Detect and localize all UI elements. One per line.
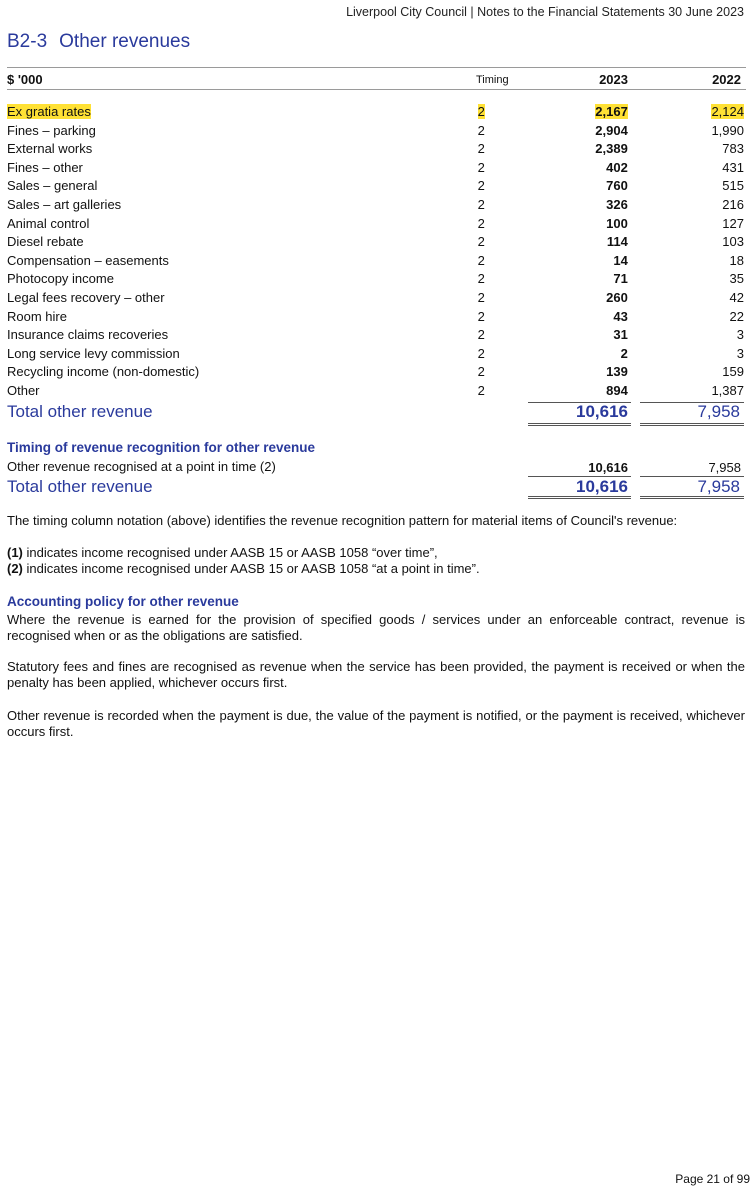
row-value-2023-text: 114 bbox=[606, 234, 628, 250]
row-value-2022 bbox=[640, 363, 744, 382]
row-timing bbox=[478, 270, 528, 289]
row-value-2022-text: 35 bbox=[729, 271, 744, 287]
row-timing bbox=[478, 382, 528, 401]
row-label bbox=[7, 345, 478, 364]
column-header-timing: Timing bbox=[476, 74, 509, 86]
column-gap bbox=[628, 289, 640, 308]
timing-row-2022: 7,958 bbox=[708, 460, 741, 475]
row-value-2023 bbox=[528, 215, 628, 234]
row-timing bbox=[478, 308, 528, 327]
row-value-2022 bbox=[640, 103, 744, 122]
other-revenues-table bbox=[7, 103, 744, 401]
policy-heading: Accounting policy for other revenue bbox=[7, 594, 239, 609]
row-value-2022-text: 22 bbox=[729, 308, 744, 324]
section-title bbox=[7, 31, 190, 53]
row-value-2022 bbox=[640, 215, 744, 234]
table-row bbox=[7, 103, 744, 122]
row-value-2022 bbox=[640, 177, 744, 196]
row-label-text: Photocopy income bbox=[7, 271, 114, 287]
row-timing-text: 2 bbox=[477, 215, 485, 231]
row-value-2023 bbox=[528, 177, 628, 196]
row-timing bbox=[478, 363, 528, 382]
row-value-2022 bbox=[640, 159, 744, 178]
row-value-2022 bbox=[640, 326, 744, 345]
column-gap bbox=[628, 140, 640, 159]
row-value-2022 bbox=[640, 140, 744, 159]
table-row bbox=[7, 382, 744, 401]
row-value-2023-text: 326 bbox=[606, 196, 628, 212]
row-timing-text: 2 bbox=[477, 234, 485, 250]
row-timing bbox=[478, 103, 528, 122]
row-value-2022-text: 783 bbox=[722, 141, 744, 157]
column-gap bbox=[628, 122, 640, 141]
section-title-text: Other revenues bbox=[59, 31, 191, 52]
row-value-2022-text: 1,387 bbox=[711, 382, 744, 398]
row-timing-text: 2 bbox=[477, 104, 485, 119]
table-row bbox=[7, 345, 744, 364]
row-value-2023-text: 2,167 bbox=[595, 104, 628, 119]
row-value-2023-text: 71 bbox=[613, 271, 628, 287]
table-row bbox=[7, 289, 744, 308]
column-gap bbox=[628, 345, 640, 364]
table-top-rule bbox=[7, 67, 746, 68]
row-timing bbox=[478, 252, 528, 271]
policy-paragraph-3: Other revenue is recorded when the payment is due, the value of the payment is notified, or the payment is received, whichever occurs first. bbox=[7, 708, 745, 739]
row-value-2023-text: 2,389 bbox=[595, 141, 628, 157]
row-timing-text: 2 bbox=[477, 271, 485, 287]
timing-double-line-2023 bbox=[528, 496, 631, 499]
table-row bbox=[7, 363, 744, 382]
note-1-text: indicates income recognised under AASB 15 or AASB 1058 “over time”, bbox=[22, 545, 438, 560]
total-label: Total other revenue bbox=[7, 402, 153, 421]
row-value-2022 bbox=[640, 252, 744, 271]
row-value-2023 bbox=[528, 252, 628, 271]
row-timing bbox=[478, 177, 528, 196]
row-value-2023-text: 31 bbox=[613, 327, 628, 343]
row-value-2022 bbox=[640, 122, 744, 141]
row-timing-text: 2 bbox=[477, 345, 485, 361]
timing-intro-paragraph: The timing column notation (above) identifies the revenue recognition pattern for material items of Council's revenue: bbox=[7, 513, 678, 528]
row-value-2022-text: 3 bbox=[736, 327, 744, 343]
row-label bbox=[7, 159, 478, 178]
table-row bbox=[7, 159, 744, 178]
timing-note-2 bbox=[7, 561, 745, 577]
note-1-key: (1) bbox=[7, 545, 23, 560]
row-value-2022 bbox=[640, 270, 744, 289]
column-gap bbox=[628, 233, 640, 252]
column-gap bbox=[628, 308, 640, 327]
row-timing-text: 2 bbox=[477, 159, 485, 175]
column-gap bbox=[628, 252, 640, 271]
row-value-2022 bbox=[640, 382, 744, 401]
row-value-2023-text: 260 bbox=[606, 289, 628, 305]
row-value-2023 bbox=[528, 122, 628, 141]
row-value-2022-text: 216 bbox=[722, 196, 744, 212]
row-value-2023 bbox=[528, 196, 628, 215]
row-timing-text: 2 bbox=[477, 122, 485, 138]
column-header-units: $ '000 bbox=[7, 72, 43, 87]
row-timing-text: 2 bbox=[477, 178, 485, 194]
timing-row-label: Other revenue recognised at a point in time (2) bbox=[7, 459, 276, 474]
row-timing-text: 2 bbox=[477, 141, 485, 157]
row-value-2022-text: 3 bbox=[736, 345, 744, 361]
row-value-2023-text: 43 bbox=[613, 308, 628, 324]
row-label-text: Sales – general bbox=[7, 178, 98, 194]
total-double-line-2022 bbox=[640, 423, 744, 426]
column-gap bbox=[628, 177, 640, 196]
row-timing bbox=[478, 233, 528, 252]
row-timing bbox=[478, 159, 528, 178]
row-label bbox=[7, 103, 478, 122]
column-gap bbox=[628, 103, 640, 122]
page-header: Liverpool City Council | Notes to the Financial Statements 30 June 2023 bbox=[346, 5, 744, 19]
row-timing bbox=[478, 196, 528, 215]
row-value-2022-text: 159 bbox=[722, 364, 744, 380]
page-number: Page 21 of 99 bbox=[675, 1172, 750, 1186]
row-value-2023 bbox=[528, 140, 628, 159]
row-value-2022 bbox=[640, 196, 744, 215]
table-row bbox=[7, 252, 744, 271]
table-row bbox=[7, 140, 744, 159]
table-row bbox=[7, 122, 744, 141]
row-value-2022-text: 1,990 bbox=[711, 122, 744, 138]
row-label bbox=[7, 233, 478, 252]
row-label bbox=[7, 270, 478, 289]
table-row bbox=[7, 196, 744, 215]
row-label-text: Animal control bbox=[7, 215, 90, 231]
row-value-2023 bbox=[528, 289, 628, 308]
note-2-text: indicates income recognised under AASB 15 or AASB 1058 “at a point in time”. bbox=[22, 561, 480, 576]
policy-paragraph-1: Where the revenue is earned for the provision of specified goods / services under an enforceable contract, revenue is recognised when or as the obligations are satisfied. bbox=[7, 612, 745, 643]
table-header-rule bbox=[7, 89, 746, 90]
row-label-text: Long service levy commission bbox=[7, 345, 180, 361]
section-number: B2-3 bbox=[7, 31, 48, 52]
row-label-text: Sales – art galleries bbox=[7, 196, 122, 212]
row-timing-text: 2 bbox=[477, 252, 485, 268]
row-timing bbox=[478, 345, 528, 364]
row-value-2023 bbox=[528, 233, 628, 252]
row-value-2022 bbox=[640, 345, 744, 364]
row-value-2022-text: 42 bbox=[729, 289, 744, 305]
row-value-2023-text: 100 bbox=[606, 215, 628, 231]
table-row bbox=[7, 215, 744, 234]
column-gap bbox=[628, 159, 640, 178]
note-2-key: (2) bbox=[7, 561, 23, 576]
total-2023: 10,616 bbox=[576, 402, 628, 421]
row-value-2023 bbox=[528, 270, 628, 289]
column-gap bbox=[628, 363, 640, 382]
column-header-2022: 2022 bbox=[712, 72, 741, 87]
row-timing bbox=[478, 326, 528, 345]
timing-note-1 bbox=[7, 545, 745, 561]
row-value-2022 bbox=[640, 233, 744, 252]
row-value-2023 bbox=[528, 363, 628, 382]
total-other-revenue-row bbox=[7, 402, 744, 424]
row-timing bbox=[478, 140, 528, 159]
column-gap bbox=[628, 326, 640, 345]
row-value-2023-text: 2 bbox=[620, 345, 628, 361]
row-label bbox=[7, 382, 478, 401]
row-label bbox=[7, 122, 478, 141]
row-label bbox=[7, 196, 478, 215]
row-label-text: Fines – other bbox=[7, 159, 83, 175]
column-header-2023: 2023 bbox=[599, 72, 628, 87]
row-timing bbox=[478, 215, 528, 234]
timing-total-2023: 10,616 bbox=[576, 477, 628, 496]
total-double-line-2023 bbox=[528, 423, 631, 426]
row-value-2023 bbox=[528, 103, 628, 122]
other-revenues-table-body bbox=[7, 103, 744, 401]
row-timing-text: 2 bbox=[477, 196, 485, 212]
row-label-text: Ex gratia rates bbox=[7, 104, 91, 119]
row-value-2023 bbox=[528, 159, 628, 178]
policy-paragraph-2: Statutory fees and fines are recognised as revenue when the service has been provided, the payment is received or when the penalty has been applied, whichever occurs first. bbox=[7, 659, 745, 690]
table-row bbox=[7, 177, 744, 196]
row-label-text: Diesel rebate bbox=[7, 234, 84, 250]
row-value-2023 bbox=[528, 345, 628, 364]
row-timing-text: 2 bbox=[477, 308, 485, 324]
row-value-2022-text: 103 bbox=[722, 234, 744, 250]
timing-total-row bbox=[7, 477, 744, 499]
row-value-2022-text: 2,124 bbox=[711, 104, 744, 119]
row-timing bbox=[478, 122, 528, 141]
row-timing bbox=[478, 289, 528, 308]
row-label bbox=[7, 326, 478, 345]
total-2022: 7,958 bbox=[697, 402, 740, 421]
row-value-2023-text: 139 bbox=[606, 364, 628, 380]
row-label-text: Insurance claims recoveries bbox=[7, 327, 169, 343]
row-label bbox=[7, 252, 478, 271]
row-value-2022 bbox=[640, 289, 744, 308]
row-label-text: Recycling income (non-domestic) bbox=[7, 364, 200, 380]
column-gap bbox=[628, 215, 640, 234]
row-label bbox=[7, 289, 478, 308]
column-gap bbox=[628, 270, 640, 289]
row-value-2022-text: 18 bbox=[729, 252, 744, 268]
row-value-2023 bbox=[528, 382, 628, 401]
row-timing-text: 2 bbox=[477, 364, 485, 380]
table-row bbox=[7, 326, 744, 345]
row-timing-text: 2 bbox=[477, 327, 485, 343]
table-row bbox=[7, 233, 744, 252]
row-label bbox=[7, 215, 478, 234]
timing-total-label: Total other revenue bbox=[7, 477, 153, 496]
timing-total-2022: 7,958 bbox=[697, 477, 740, 496]
row-label bbox=[7, 140, 478, 159]
row-value-2023-text: 402 bbox=[606, 159, 628, 175]
column-gap bbox=[628, 382, 640, 401]
row-value-2023 bbox=[528, 326, 628, 345]
row-label-text: Compensation – easements bbox=[7, 252, 169, 268]
row-timing-text: 2 bbox=[477, 289, 485, 305]
row-timing-text: 2 bbox=[477, 382, 485, 398]
row-label-text: Other bbox=[7, 382, 40, 398]
timing-section-heading: Timing of revenue recognition for other revenue bbox=[7, 440, 316, 455]
row-label-text: Room hire bbox=[7, 308, 67, 324]
table-row bbox=[7, 308, 744, 327]
timing-row-2023: 10,616 bbox=[588, 460, 628, 475]
row-value-2022-text: 515 bbox=[722, 178, 744, 194]
row-label bbox=[7, 308, 478, 327]
column-gap bbox=[628, 196, 640, 215]
table-row bbox=[7, 270, 744, 289]
row-value-2023-text: 760 bbox=[606, 178, 628, 194]
row-value-2022-text: 431 bbox=[722, 159, 744, 175]
row-label bbox=[7, 177, 478, 196]
row-value-2022 bbox=[640, 308, 744, 327]
row-value-2023 bbox=[528, 308, 628, 327]
row-value-2023-text: 894 bbox=[606, 382, 628, 398]
timing-double-line-2022 bbox=[640, 496, 744, 499]
row-value-2023-text: 14 bbox=[613, 252, 628, 268]
row-label-text: Legal fees recovery – other bbox=[7, 289, 165, 305]
row-label-text: Fines – parking bbox=[7, 122, 96, 138]
row-value-2023-text: 2,904 bbox=[595, 122, 628, 138]
row-value-2022-text: 127 bbox=[722, 215, 744, 231]
row-label-text: External works bbox=[7, 141, 93, 157]
row-label bbox=[7, 363, 478, 382]
